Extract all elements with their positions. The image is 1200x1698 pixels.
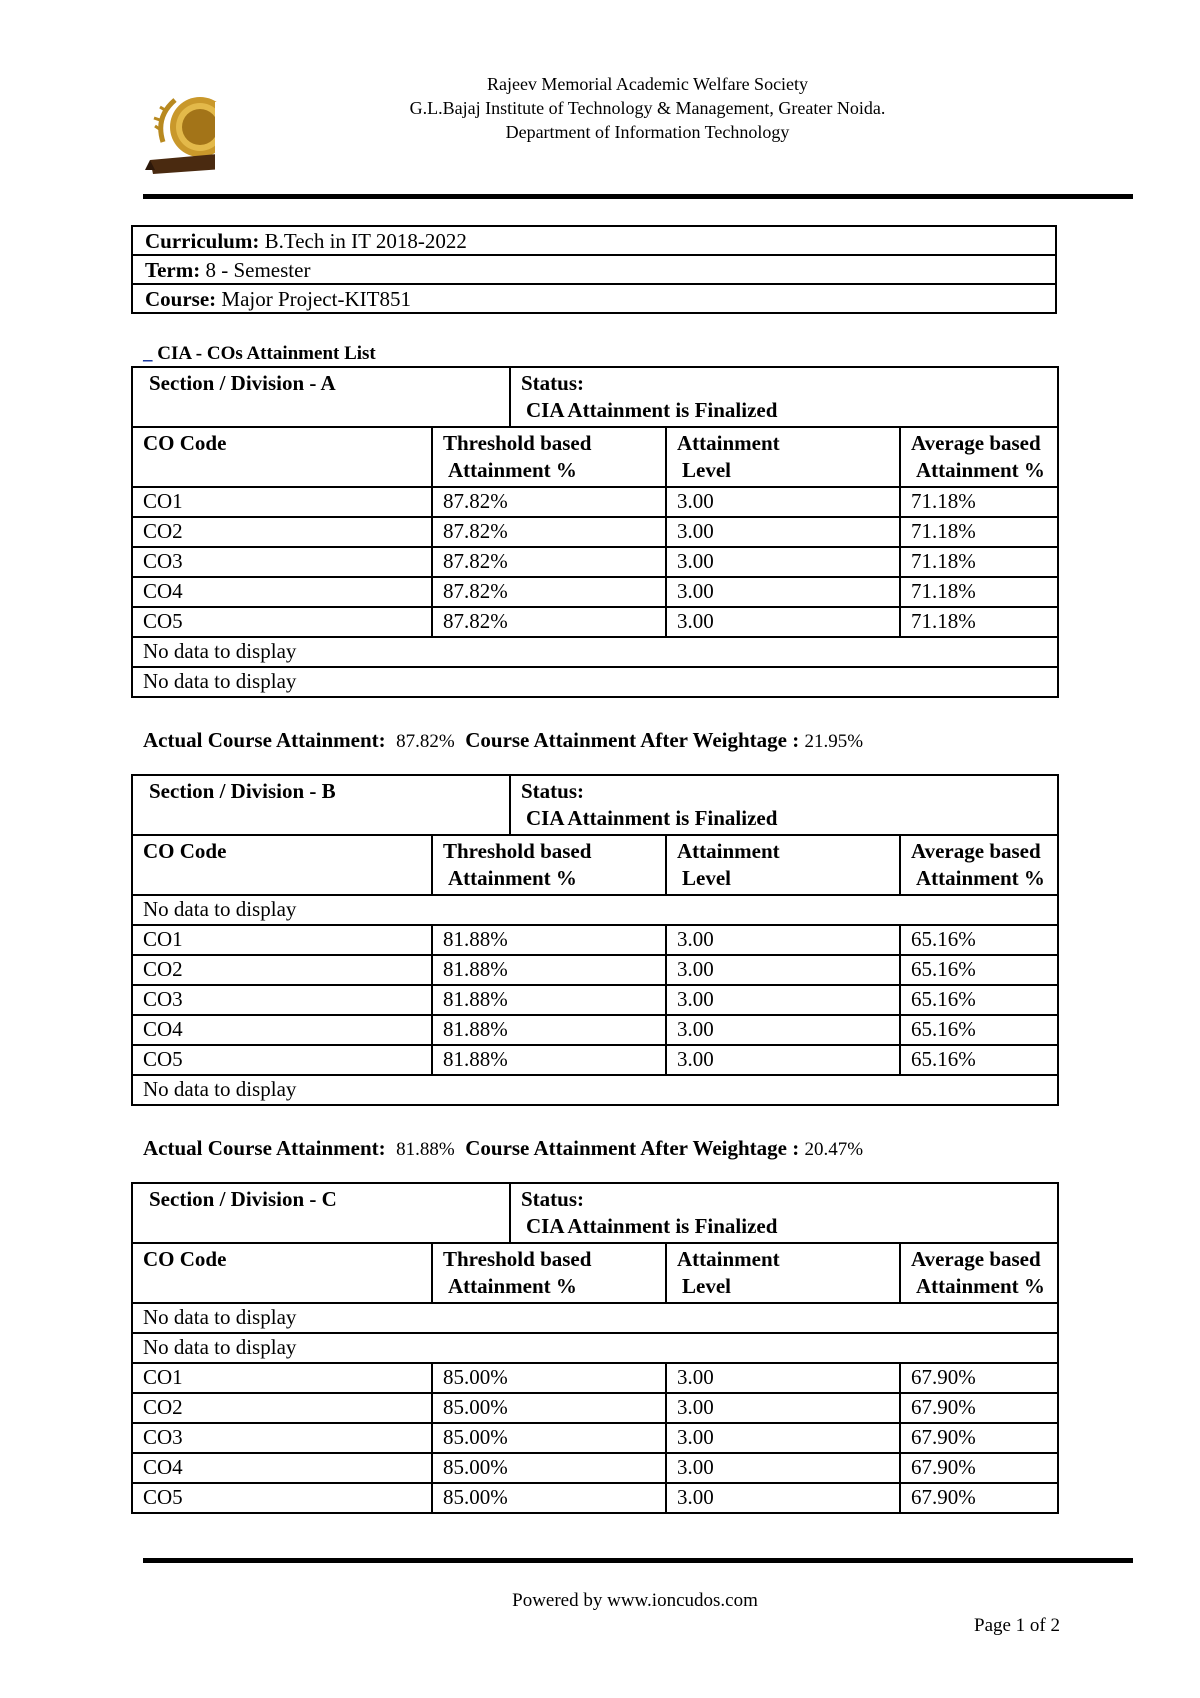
table-row: CO5 85.00% 3.00 67.90% (132, 1483, 1058, 1513)
footer (0, 1590, 1200, 1612)
section-title: Section / Division - C (132, 1183, 510, 1243)
table-row: CO5 87.82% 3.00 71.18% (132, 607, 1058, 637)
term-row: Term: 8 - Semester (132, 255, 1056, 284)
table-row: CO5 81.88% 3.00 65.16% (132, 1045, 1058, 1075)
table-row: CO3 87.82% 3.00 71.18% (132, 547, 1058, 577)
table-row: CO3 85.00% 3.00 67.90% (132, 1423, 1058, 1453)
table-row: CO2 81.88% 3.00 65.16% (132, 955, 1058, 985)
table-row: CO4 87.82% 3.00 71.18% (132, 577, 1058, 607)
footer-rule (143, 1558, 1133, 1563)
status-cell: Status: CIA Attainment is Finalized (510, 775, 1058, 835)
col-threshold: Threshold based Attainment % (432, 1243, 666, 1303)
table-row: CO2 85.00% 3.00 67.90% (132, 1393, 1058, 1423)
table-row: CO4 85.00% 3.00 67.90% (132, 1453, 1058, 1483)
table-row: CO1 87.82% 3.00 71.18% (132, 487, 1058, 517)
table-row: CO2 87.82% 3.00 71.18% (132, 517, 1058, 547)
list-title: _ CIA - COs Attainment List (143, 343, 376, 364)
section-title: Section / Division - B (132, 775, 510, 835)
col-threshold: Threshold based Attainment % (432, 835, 666, 895)
table-row: CO4 81.88% 3.00 65.16% (132, 1015, 1058, 1045)
course-info-table (131, 225, 1057, 314)
no-data-row: No data to display (132, 637, 1058, 667)
col-average: Average based Attainment % (900, 427, 1058, 487)
col-co-code: CO Code (132, 835, 432, 895)
course-row: Course: Major Project-KIT851 (132, 284, 1056, 313)
powered-by-link[interactable]: Powered by www.ioncudos.com (512, 1590, 758, 1611)
table-row: CO1 81.88% 3.00 65.16% (132, 925, 1058, 955)
status-cell: Status: CIA Attainment is Finalized (510, 1183, 1058, 1243)
col-average: Average based Attainment % (900, 1243, 1058, 1303)
weighted-attainment-a: 21.95% (804, 731, 864, 752)
no-data-row: No data to display (132, 895, 1058, 925)
section-title: Section / Division - A (132, 367, 510, 427)
no-data-row: No data to display (132, 667, 1058, 697)
section-b-summary: Actual Course Attainment: 81.88% Course Attainment After Weightage : 20.47% (143, 1136, 864, 1160)
col-average: Average based Attainment % (900, 835, 1058, 895)
section-a-summary: Actual Course Attainment: 87.82% Course Attainment After Weightage : 21.95% (143, 728, 864, 752)
col-level: Attainment Level (666, 835, 900, 895)
institute-name: G.L.Bajaj Institute of Technology & Management, Greater Noida. (409, 98, 886, 118)
no-data-row: No data to display (132, 1333, 1058, 1363)
col-level: Attainment Level (666, 427, 900, 487)
weighted-attainment-b: 20.47% (804, 1139, 864, 1160)
col-co-code: CO Code (132, 1243, 432, 1303)
table-row: CO1 85.00% 3.00 67.90% (132, 1363, 1058, 1393)
status-cell: Status: CIA Attainment is Finalized (510, 367, 1058, 427)
institution-header (0, 72, 1200, 144)
no-data-row: No data to display (132, 1303, 1058, 1333)
section-b-table (131, 774, 1059, 1106)
curriculum-row: Curriculum: B.Tech in IT 2018-2022 (132, 226, 1056, 255)
section-a-table (131, 366, 1059, 698)
department-name: Department of Information Technology (505, 122, 790, 142)
page-number: Page 1 of 2 (974, 1615, 1061, 1636)
col-level: Attainment Level (666, 1243, 900, 1303)
col-co-code: CO Code (132, 427, 432, 487)
header-rule (143, 194, 1133, 199)
no-data-row: No data to display (132, 1075, 1058, 1105)
col-threshold: Threshold based Attainment % (432, 427, 666, 487)
section-c-table (131, 1182, 1059, 1514)
society-name: Rajeev Memorial Academic Welfare Society (486, 74, 809, 94)
table-row: CO3 81.88% 3.00 65.16% (132, 985, 1058, 1015)
actual-attainment-b: 81.88% (396, 1139, 455, 1160)
list-title-link[interactable]: _ (143, 343, 153, 364)
actual-attainment-a: 87.82% (396, 731, 455, 752)
